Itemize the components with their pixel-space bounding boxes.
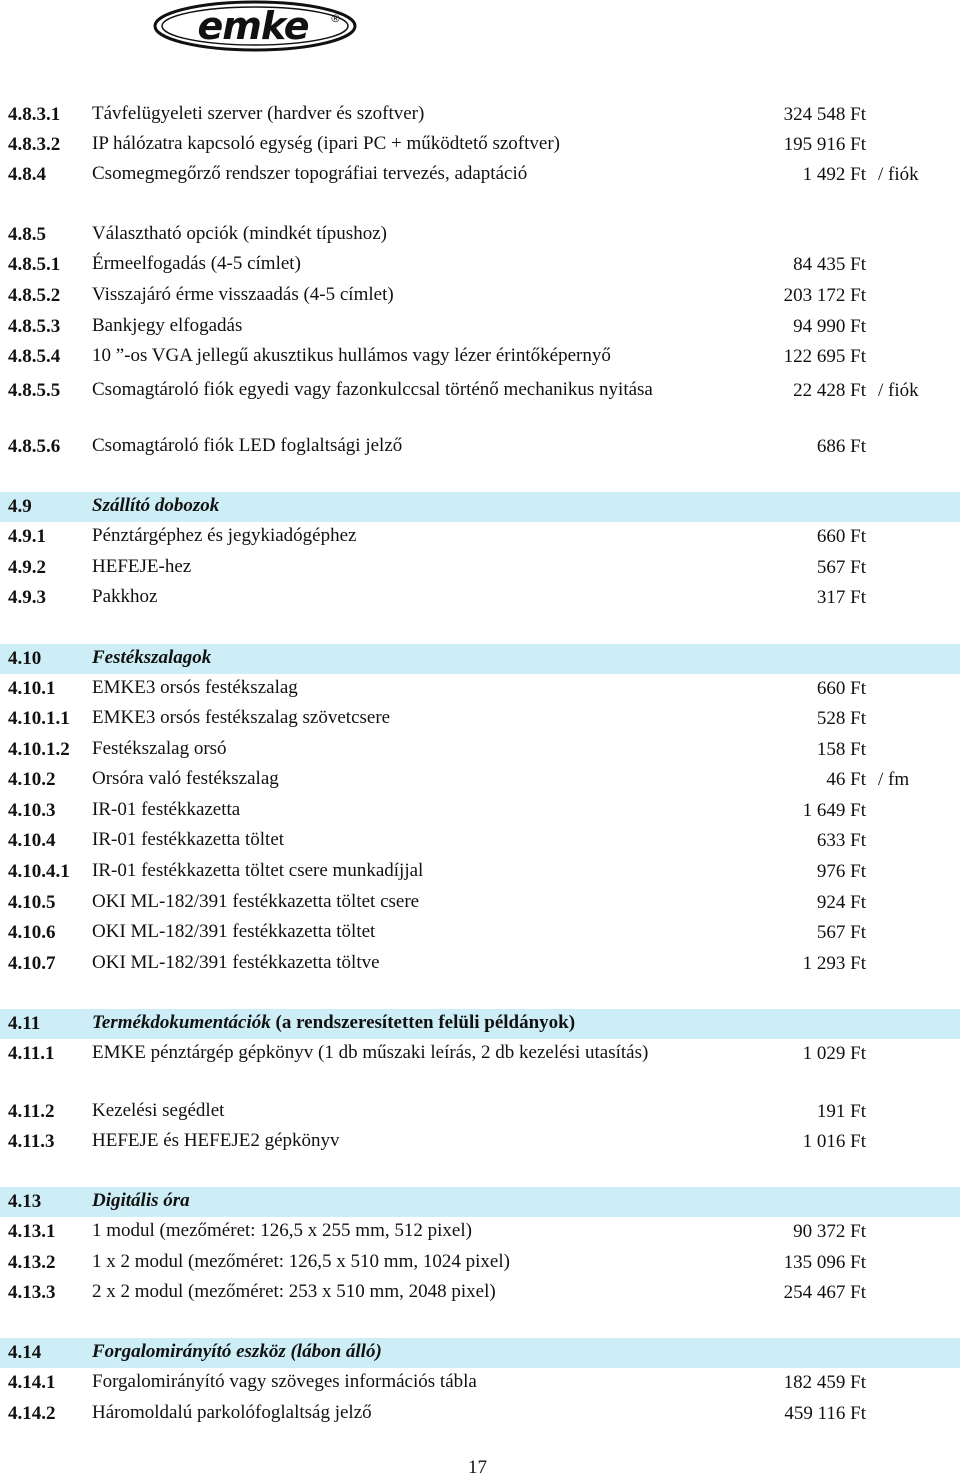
item-price: 324 548 Ft	[783, 104, 866, 125]
item-code: 4.14.1	[8, 1372, 56, 1393]
section-title-wrap	[92, 1188, 712, 1214]
section-header	[0, 1009, 960, 1039]
item-code: 4.8.5.3	[8, 316, 61, 337]
item-unit: / fiók	[878, 380, 919, 401]
price-row	[0, 857, 960, 887]
price-row	[0, 281, 960, 311]
item-description: 1 x 2 modul (mezőméret: 126,5 x 510 mm, 1024 pixel)	[92, 1251, 510, 1272]
item-code: 4.13.1	[8, 1221, 56, 1242]
item-price: 182 459 Ft	[783, 1372, 866, 1393]
item-code: 4.13.3	[8, 1282, 56, 1303]
price-row	[0, 1248, 960, 1278]
price-row	[0, 1127, 960, 1157]
item-price: 660 Ft	[816, 526, 866, 547]
price-row	[0, 160, 960, 190]
price-row	[0, 949, 960, 979]
price-row	[0, 130, 960, 160]
section-title-wrap	[92, 1010, 712, 1036]
item-code: 4.11.2	[8, 1101, 55, 1122]
price-row	[0, 100, 960, 130]
item-code: 4.8.5	[8, 224, 46, 245]
item-price: 1 029 Ft	[802, 1043, 866, 1064]
price-row	[0, 765, 960, 795]
item-code: 4.8.3.2	[8, 134, 61, 155]
section-subtitle: (a rendszeresítetten felüli példányok)	[270, 1012, 576, 1033]
price-row	[0, 220, 960, 250]
item-code: 4.8.5.5	[8, 380, 61, 401]
price-row	[0, 1278, 960, 1308]
item-description: IR-01 festékkazetta	[92, 799, 241, 820]
item-price: 94 990 Ft	[793, 316, 866, 337]
item-code: 4.10.3	[8, 800, 56, 821]
price-row	[0, 1097, 960, 1127]
item-price: 22 428 Ft	[793, 380, 866, 401]
price-row	[0, 553, 960, 583]
price-row	[0, 1368, 960, 1398]
item-code: 4.9.2	[8, 557, 46, 578]
item-code: 4.10.6	[8, 922, 56, 943]
section-header	[0, 492, 960, 522]
item-price: 633 Ft	[816, 830, 866, 851]
logo-wordmark: emke	[197, 4, 309, 48]
item-description: Visszajáró érme visszaadás (4-5 címlet)	[92, 284, 394, 305]
section-code: 4.11	[8, 1013, 41, 1034]
item-code: 4.9.1	[8, 526, 46, 547]
item-code: 4.11.1	[8, 1043, 55, 1064]
item-price: 459 116 Ft	[784, 1403, 866, 1424]
item-unit: / fiók	[878, 164, 919, 185]
item-code: 4.10.1	[8, 678, 56, 699]
item-description: IR-01 festékkazetta töltet	[92, 829, 285, 850]
item-price: 528 Ft	[816, 708, 866, 729]
item-code: 4.10.4.1	[8, 861, 70, 882]
item-code: 4.8.4	[8, 164, 46, 185]
item-price: 84 435 Ft	[793, 254, 866, 275]
item-price: 1 293 Ft	[802, 953, 866, 974]
price-row	[0, 918, 960, 948]
item-description: Forgalomirányító vagy szöveges információs tábla	[92, 1371, 477, 1392]
section-title-wrap	[92, 493, 712, 519]
price-row	[0, 342, 960, 372]
item-description: 1 modul (mezőméret: 126,5 x 255 mm, 512 pixel)	[92, 1220, 472, 1241]
item-description: Kezelési segédlet	[92, 1100, 225, 1121]
price-row	[0, 1039, 960, 1069]
price-row	[0, 704, 960, 734]
item-description: Bankjegy elfogadás	[92, 315, 243, 336]
item-price: 976 Ft	[816, 861, 866, 882]
item-price: 122 695 Ft	[783, 346, 866, 367]
price-row	[0, 432, 960, 462]
price-row	[0, 888, 960, 918]
section-title: Digitális óra	[92, 1190, 190, 1211]
item-price: 1 492 Ft	[802, 164, 866, 185]
price-row	[0, 826, 960, 856]
item-price: 567 Ft	[816, 557, 866, 578]
item-description: HEFEJE és HEFEJE2 gépkönyv	[92, 1130, 340, 1151]
section-title: Festékszalagok	[92, 647, 212, 668]
item-description: Csomagtároló fiók egyedi vagy fazonkulccsal történő mechanikus nyitása	[92, 379, 653, 400]
page-number: 17	[468, 1457, 487, 1478]
price-row	[0, 250, 960, 280]
item-code: 4.14.2	[8, 1403, 56, 1424]
item-price: 686 Ft	[816, 436, 866, 457]
item-code: 4.10.7	[8, 953, 56, 974]
price-row	[0, 1217, 960, 1247]
price-row	[0, 312, 960, 342]
item-price: 203 172 Ft	[783, 285, 866, 306]
price-row	[0, 522, 960, 552]
item-description: Pénztárgéphez és jegykiadógéphez	[92, 525, 357, 546]
item-description: OKI ML-182/391 festékkazetta töltet csere	[92, 891, 420, 912]
item-description: Festékszalag orsó	[92, 738, 227, 759]
price-row	[0, 1399, 960, 1429]
item-description: EMKE3 orsós festékszalag	[92, 677, 298, 698]
item-description: Csomagtároló fiók LED foglaltsági jelző	[92, 435, 403, 456]
item-description: 2 x 2 modul (mezőméret: 253 x 510 mm, 2048 pixel)	[92, 1281, 496, 1302]
item-price: 90 372 Ft	[793, 1221, 866, 1242]
logo-registered-mark: ®	[330, 12, 341, 25]
section-code: 4.10	[8, 648, 42, 669]
price-row	[0, 674, 960, 704]
section-title-wrap	[92, 645, 712, 671]
item-description: IP hálózatra kapcsoló egység (ipari PC + működtető szoftver)	[92, 133, 560, 154]
item-description: Választható opciók (mindkét típushoz)	[92, 223, 387, 244]
section-title-wrap	[92, 1339, 712, 1365]
item-price: 924 Ft	[816, 892, 866, 913]
section-header	[0, 1187, 960, 1217]
item-code: 4.8.3.1	[8, 104, 61, 125]
price-row	[0, 735, 960, 765]
item-description: IR-01 festékkazetta töltet csere munkadíjjal	[92, 860, 424, 881]
section-code: 4.13	[8, 1191, 42, 1212]
item-description: Távfelügyeleti szerver (hardver és szoftver)	[92, 103, 425, 124]
item-description: Pakkhoz	[92, 586, 158, 607]
section-title: Termékdokumentációk	[92, 1012, 271, 1033]
section-code: 4.9	[8, 496, 32, 517]
item-description: Érmeelfogadás (4-5 címlet)	[92, 253, 301, 274]
item-price: 46 Ft	[826, 769, 866, 790]
section-header	[0, 1338, 960, 1368]
item-description: EMKE pénztárgép gépkönyv (1 db műszaki leírás, 2 db kezelési utasítás)	[92, 1042, 649, 1063]
item-code: 4.10.2	[8, 769, 56, 790]
item-description: HEFEJE-hez	[92, 556, 192, 577]
item-price: 317 Ft	[816, 587, 866, 608]
item-description: Háromoldalú parkolófoglaltság jelző	[92, 1402, 372, 1423]
item-price: 1 016 Ft	[802, 1131, 866, 1152]
section-header	[0, 644, 960, 674]
item-description: Csomegmegőrző rendszer topográfiai tervezés, adaptáció	[92, 163, 528, 184]
item-code: 4.8.5.4	[8, 346, 61, 367]
emke-logo	[152, 0, 358, 54]
item-code: 4.8.5.1	[8, 254, 61, 275]
section-title: Szállító dobozok	[92, 495, 220, 516]
price-row	[0, 583, 960, 613]
item-code: 4.13.2	[8, 1252, 56, 1273]
item-price: 567 Ft	[816, 922, 866, 943]
item-price: 158 Ft	[816, 739, 866, 760]
item-price: 254 467 Ft	[783, 1282, 866, 1303]
item-price: 191 Ft	[816, 1101, 866, 1122]
price-row	[0, 796, 960, 826]
item-price: 195 916 Ft	[783, 134, 866, 155]
item-code: 4.10.4	[8, 830, 56, 851]
price-row	[0, 376, 960, 406]
item-description: 10 ”-os VGA jellegű akusztikus hullámos vagy lézer érintőképernyő	[92, 345, 611, 366]
item-price: 1 649 Ft	[802, 800, 866, 821]
item-description: OKI ML-182/391 festékkazetta töltet	[92, 921, 376, 942]
item-code: 4.8.5.6	[8, 436, 61, 457]
item-description: OKI ML-182/391 festékkazetta töltve	[92, 952, 380, 973]
item-price: 660 Ft	[816, 678, 866, 699]
section-code: 4.14	[8, 1342, 42, 1363]
item-code: 4.10.1.1	[8, 708, 70, 729]
item-code: 4.8.5.2	[8, 285, 61, 306]
section-title: Forgalomirányító eszköz (lábon álló)	[92, 1341, 382, 1362]
item-unit: / fm	[878, 769, 910, 790]
item-description: Orsóra való festékszalag	[92, 768, 279, 789]
item-code: 4.11.3	[8, 1131, 55, 1152]
item-price: 135 096 Ft	[783, 1252, 866, 1273]
item-code: 4.10.1.2	[8, 739, 70, 760]
item-code: 4.10.5	[8, 892, 56, 913]
item-description: EMKE3 orsós festékszalag szövetcsere	[92, 707, 391, 728]
item-code: 4.9.3	[8, 587, 46, 608]
